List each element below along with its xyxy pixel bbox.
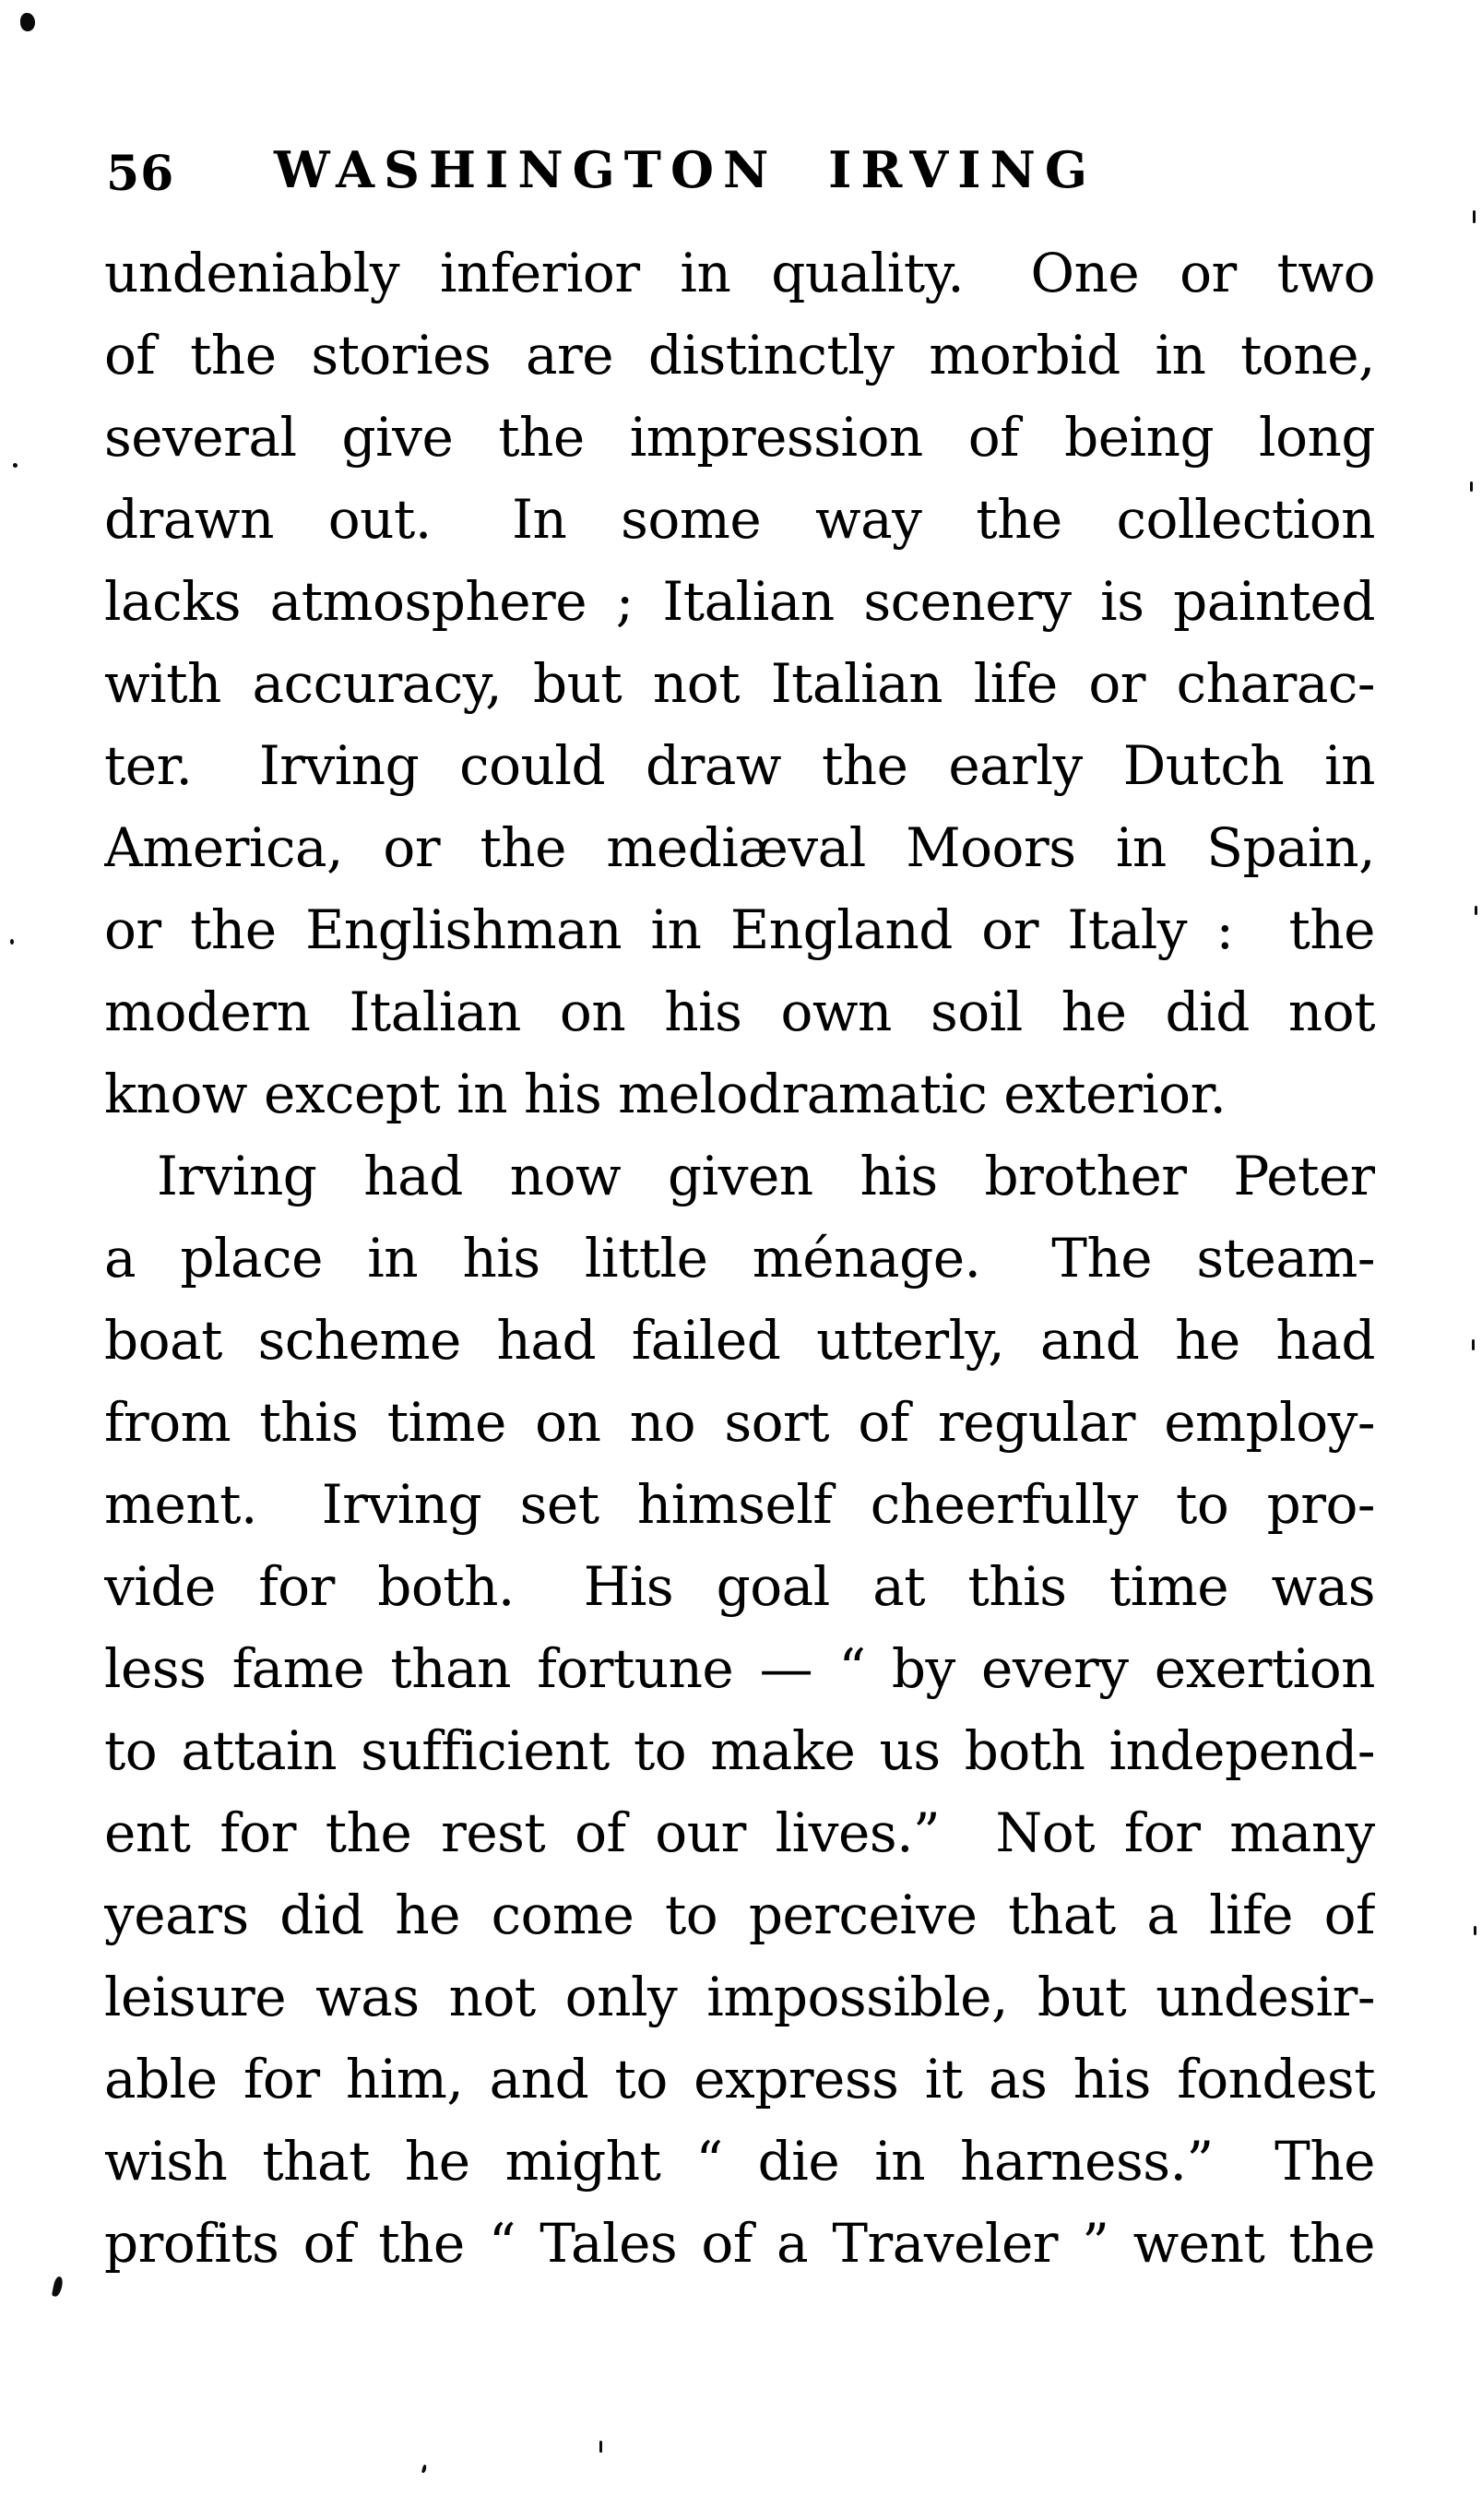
- text-line: ment. Irving set himself cheerfully to pro-: [104, 1473, 1375, 1536]
- scan-speck: [599, 2441, 602, 2453]
- scan-speck: [20, 13, 35, 31]
- text-line: several give the impression of being long: [104, 406, 1375, 469]
- scan-speck: [13, 463, 18, 468]
- text-line: undeniably inferior in quality. One or two: [104, 242, 1375, 304]
- scan-speck: [1470, 481, 1473, 492]
- text-line: America, or the mediæval Moors in Spain,: [104, 816, 1375, 879]
- text-line: ter. Irving could draw the early Dutch in: [104, 734, 1375, 797]
- text-line: profits of the “ Tales of a Traveler ” went the: [104, 2212, 1375, 2275]
- page-text: [104, 232, 1375, 2285]
- text-line: wish that he might “ die in harness.” The: [104, 2130, 1375, 2193]
- text-line: a place in his little ménage. The steam-: [104, 1227, 1375, 1290]
- text-line: to attain sufficient to make us both independ-: [104, 1719, 1375, 1782]
- text-line: drawn out. In some way the collection: [104, 488, 1375, 551]
- text-line: boat scheme had failed utterly, and he had: [104, 1309, 1375, 1372]
- scan-speck: [421, 2465, 427, 2474]
- text-line: of the stories are distinctly morbid in tone,: [104, 324, 1375, 386]
- text-line: vide for both. His goal at this time was: [104, 1555, 1375, 1618]
- page-header: [104, 140, 1373, 205]
- scan-speck: [1472, 1339, 1475, 1350]
- scan-speck: [1473, 210, 1476, 223]
- page-number: 56: [106, 146, 175, 202]
- text-line: or the Englishman in England or Italy : the: [104, 898, 1375, 961]
- text-line: ent for the rest of our lives.” Not for many: [104, 1801, 1375, 1864]
- text-line: less fame than fortune — “ by every exertion: [104, 1637, 1375, 1700]
- scan-speck: [52, 2276, 64, 2297]
- running-title-text: WASHINGTON IRVING: [273, 140, 1097, 199]
- text-line: years did he come to perceive that a life of: [104, 1884, 1375, 1946]
- text-line: know except in his melodramatic exterior.: [104, 1063, 1227, 1125]
- running-title: [104, 140, 1373, 199]
- text-line: able for him, and to express it as his fondest: [104, 2048, 1375, 2110]
- text-line: modern Italian on his own soil he did not: [104, 981, 1375, 1043]
- scan-speck: [1474, 1926, 1476, 1935]
- text-line: with accuracy, but not Italian life or charac-: [104, 652, 1375, 715]
- text-line: leisure was not only impossible, but undesir-: [104, 1966, 1375, 2028]
- text-line: lacks atmosphere ; Italian scenery is painted: [104, 570, 1375, 633]
- scan-speck: [10, 939, 14, 945]
- text-line: from this time on no sort of regular employ-: [104, 1391, 1375, 1454]
- text-line: Irving had now given his brother Peter: [157, 1145, 1375, 1207]
- scan-speck: [1475, 906, 1477, 915]
